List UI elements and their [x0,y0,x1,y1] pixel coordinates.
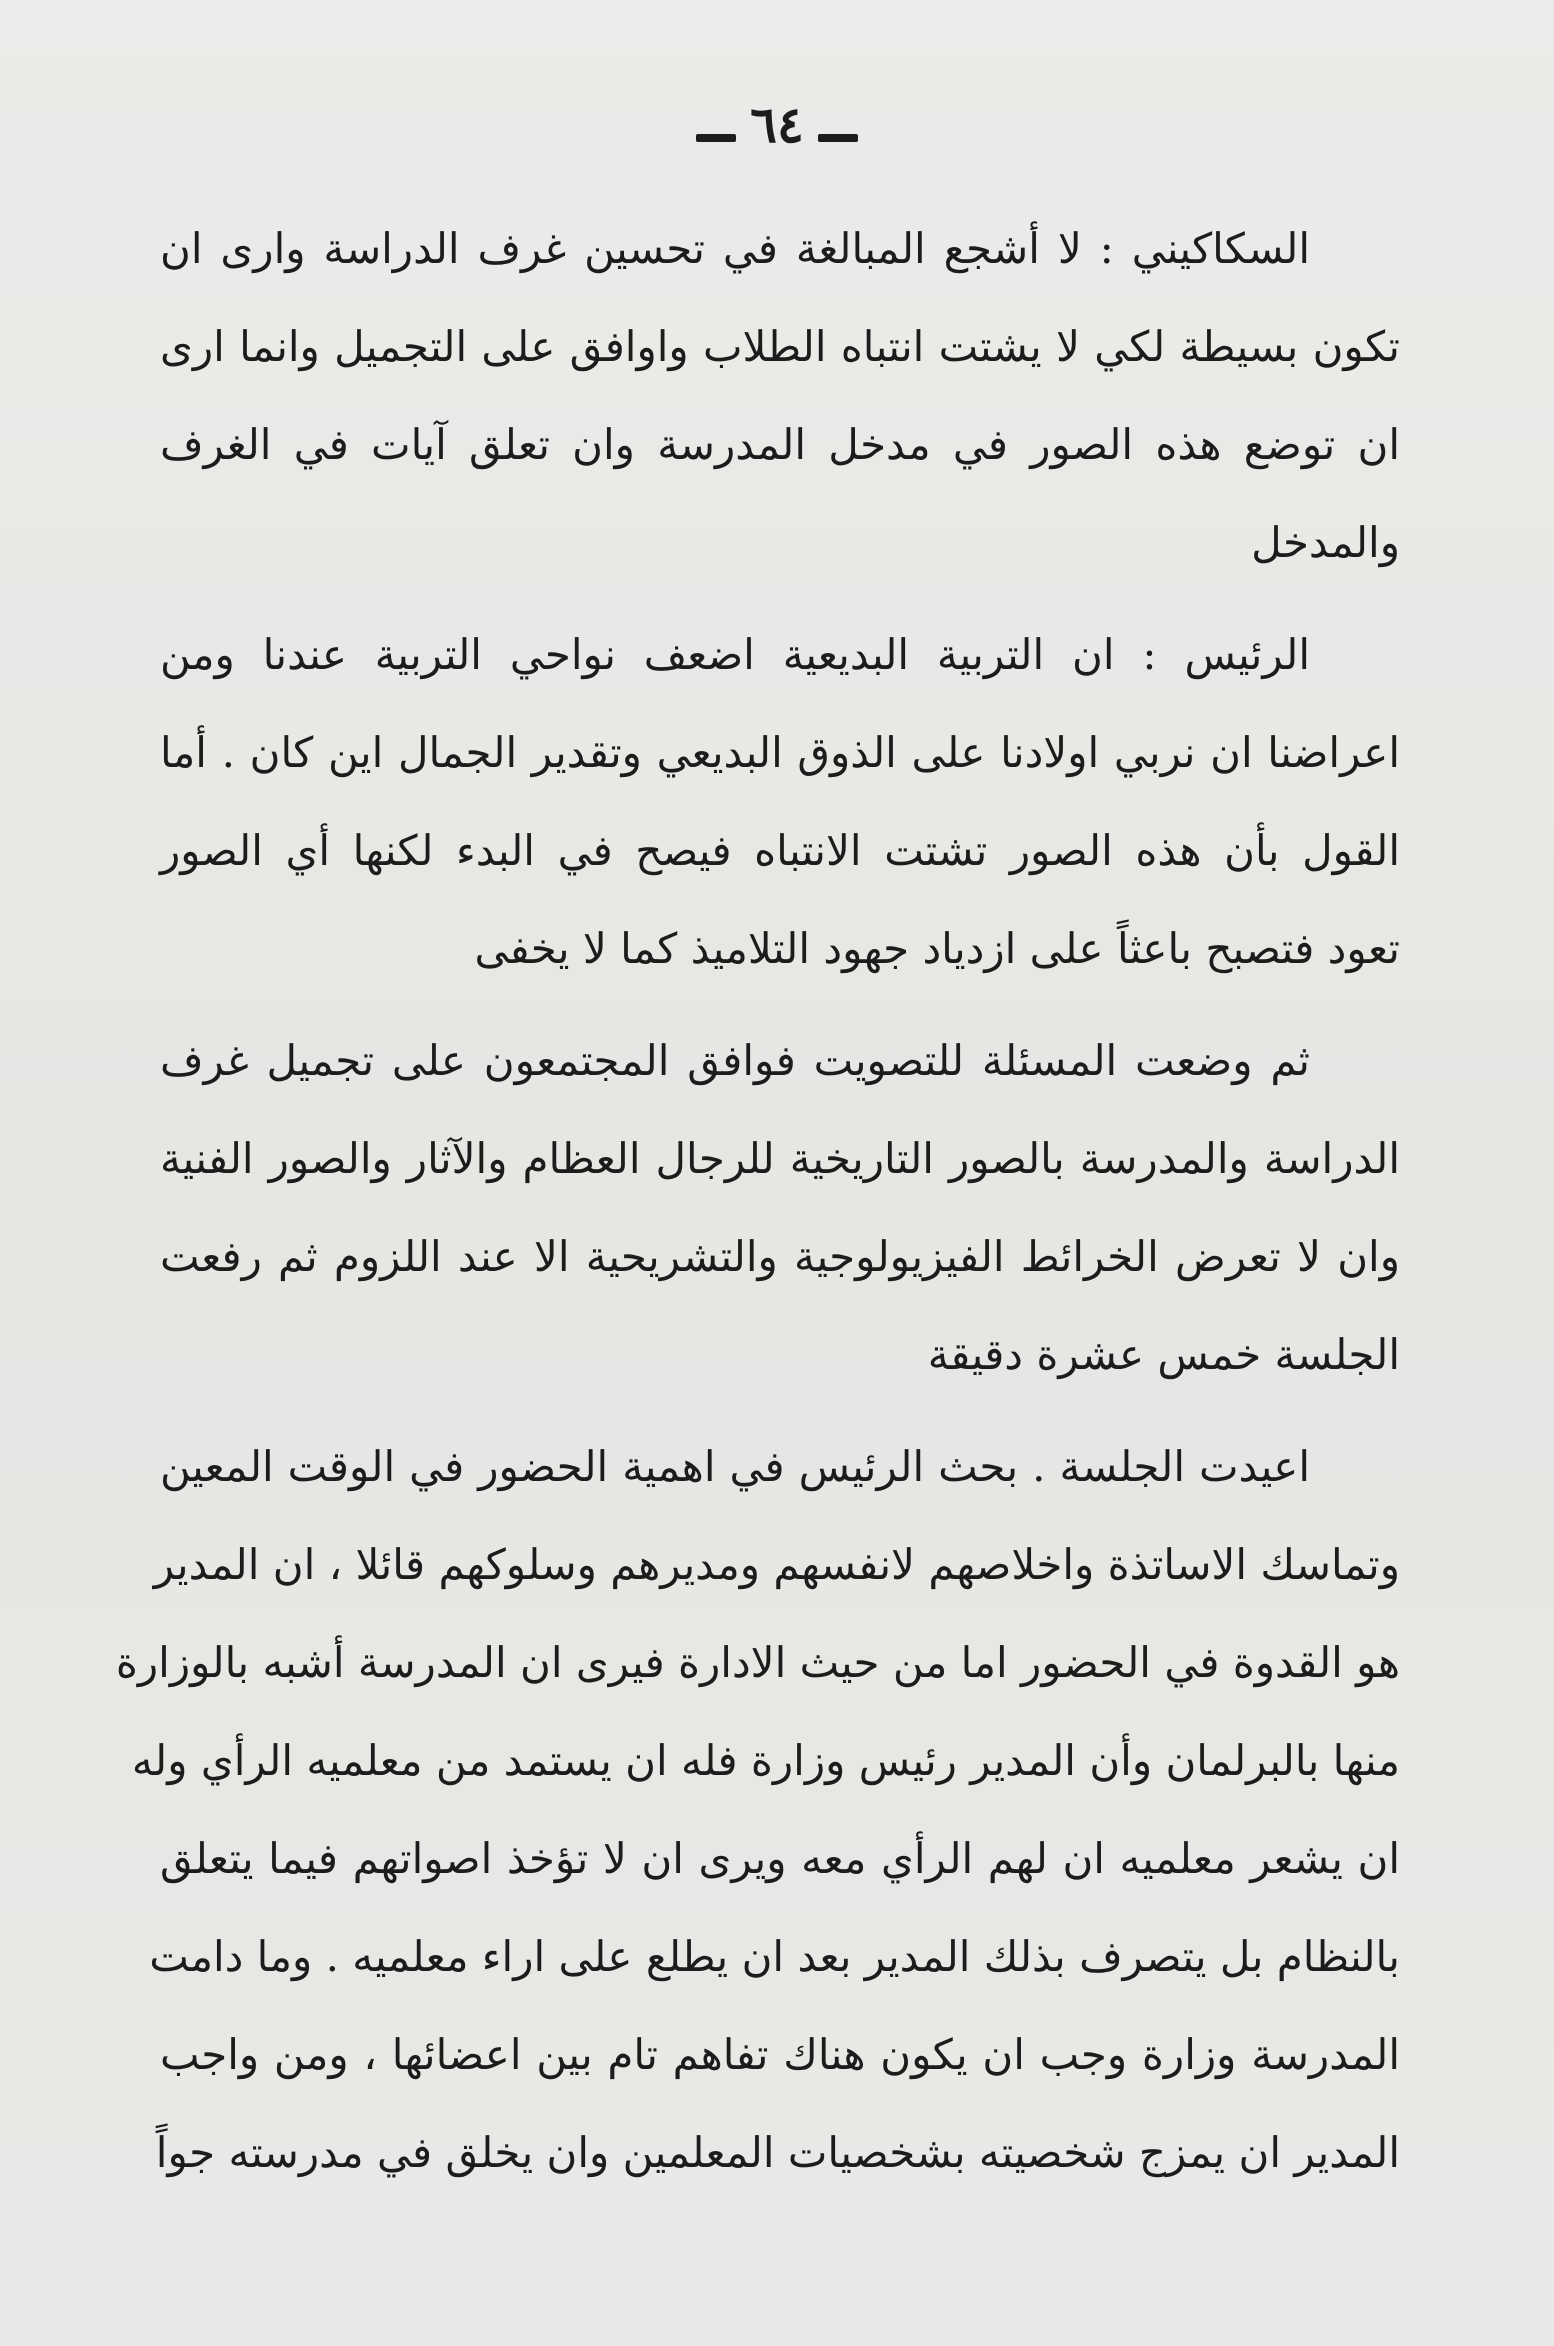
text-line: وتماسك الاساتذة واخلاصهم لانفسهم ومديرهم وسلوكهم قائلا ، ان المدير [153,1540,1400,1589]
paragraph-sakakini [160,200,1400,592]
text-line: ان توضع هذه الصور في مدخل المدرسة وان تعلق آيات في الغرف [160,420,1400,469]
text-line: ان يشعر معلميه ان لهم الرأي معه ويرى ان لا تؤخذ اصواتهم فيما يتعلق [160,1834,1400,1883]
text-line: تكون بسيطة لكي لا يشتت انتباه الطلاب واوافق على التجميل وانما ارى [160,322,1400,371]
text-line: الرئيس : ان التربية البديعية اضعف نواحي التربية عندنا ومن [160,630,1310,679]
body-text [115,200,1400,2216]
text-line: الجلسة خمس عشرة دقيقة [927,1330,1400,1379]
page-number: ٦٤ [750,95,804,154]
text-line: السكاكيني : لا أشجع المبالغة في تحسين غرف الدراسة وارى ان [160,224,1310,273]
paragraph-session-resumed [115,1418,1400,2202]
text-line: والمدخل [1251,518,1400,567]
header-dash-right [696,134,736,142]
header-dash-left [818,134,858,142]
page-header [0,95,1554,155]
text-line: القول بأن هذه الصور تشتت الانتباه فيصح في البدء لكنها أي الصور [160,826,1400,875]
paragraph-president [160,606,1400,998]
text-line: تعود فتصبح باعثاً على ازدياد جهود التلاميذ كما لا يخفى [474,924,1400,973]
text-line: اعيدت الجلسة . بحث الرئيس في اهمية الحضور في الوقت المعين [160,1442,1310,1491]
text-line: اعراضنا ان نربي اولادنا على الذوق البديعي وتقدير الجمال اين كان . أما [160,728,1400,777]
text-line: وان لا تعرض الخرائط الفيزيولوجية والتشريحية الا عند اللزوم ثم رفعت [160,1232,1400,1281]
text-line: بالنظام بل يتصرف بذلك المدير بعد ان يطلع على اراء معلميه . وما دامت [149,1932,1400,1981]
text-line: المدير ان يمزج شخصيته بشخصيات المعلمين وان يخلق في مدرسته جواً [155,2128,1400,2177]
text-line: هو القدوة في الحضور اما من حيث الادارة فيرى ان المدرسة أشبه بالوزارة [115,1638,1400,1687]
text-line: منها بالبرلمان وأن المدير رئيس وزارة فله ان يستمد من معلميه الرأي وله [131,1736,1400,1785]
text-line: ثم وضعت المسئلة للتصويت فوافق المجتمعون على تجميل غرف [160,1036,1310,1085]
paragraph-vote [160,1012,1400,1404]
text-line: المدرسة وزارة وجب ان يكون هناك تفاهم تام بين اعضائها ، ومن واجب [160,2030,1400,2079]
text-line: الدراسة والمدرسة بالصور التاريخية للرجال العظام والآثار والصور الفنية [160,1134,1400,1183]
